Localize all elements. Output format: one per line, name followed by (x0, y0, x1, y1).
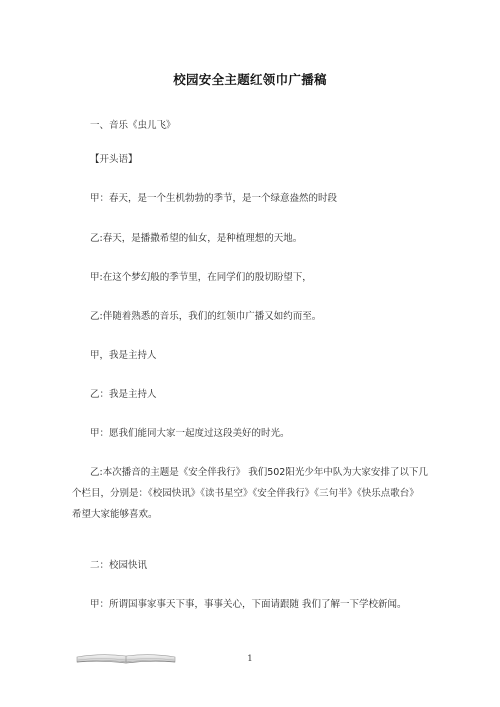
paragraph-line: 甲：春天，是一个生机勃勃的季节，是一个绿意盎然的时段 (90, 193, 338, 204)
document-title: 校园安全主题红领巾广播稿 (173, 72, 327, 87)
paragraph-program-intro: 乙:本次播音的主题是《安全伴我行》 我们502阳光少年中队为大家安排了以下几个栏目，分别是：《校园快讯》《读书星空》《安全伴我行》《三句半》《快乐点歌台》 希望大家能够喜欢。 (72, 467, 428, 520)
paragraph-line: 甲，我是主持人 (90, 350, 157, 361)
page-number: 1 (247, 654, 253, 664)
paragraph-section-heading: 二：校园快讯 (90, 560, 148, 571)
paragraph-line: 乙：我是主持人 (90, 389, 157, 400)
paragraph-music: 一、音乐《虫儿飞》 (90, 120, 176, 131)
paragraph-news-intro: 甲：所谓国事家事天下事，事事关心，下面请跟随 我们了解一下学校新闻。 (90, 599, 407, 610)
paragraph-line: 乙:春天，是播撒希望的仙女，是种植理想的天地。 (90, 233, 303, 244)
paragraph-line: 甲：愿我们能同大家一起度过这段美好的时光。 (90, 428, 290, 439)
paragraph-line: 乙:伴随着熟悉的音乐，我们的红领巾广播又如约而至。 (90, 311, 322, 322)
paragraph-line: 甲:在这个梦幻般的季节里，在同学们的殷切盼望下， (90, 272, 312, 283)
paragraph-opening-heading: 【开头语】 (90, 154, 138, 165)
